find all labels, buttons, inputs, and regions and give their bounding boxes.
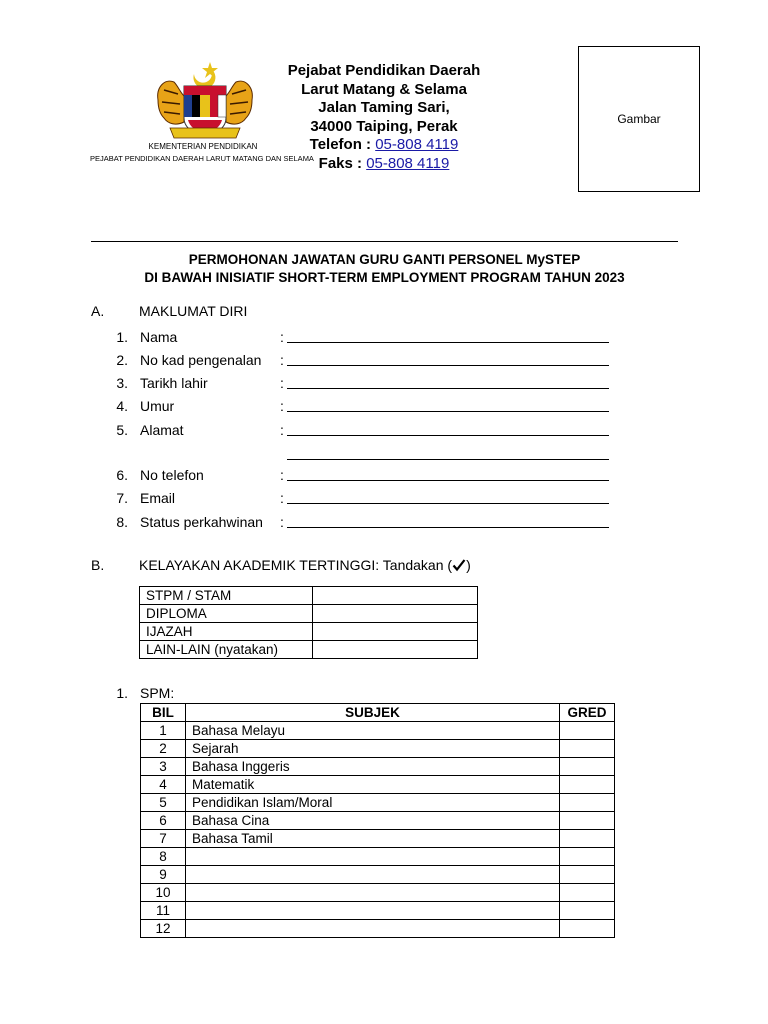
row-subjek: Pendidikan Islam/Moral [186,794,560,812]
field-nama[interactable] [115,329,615,349]
row-bil: 6 [141,812,186,830]
section-title: KELAYAKAN AKADEMIK TERTINGGI: Tandakan ( [139,557,453,573]
qualification-tick-cell[interactable] [313,605,478,623]
row-gred-cell[interactable] [560,758,615,776]
qualification-label: DIPLOMA [140,605,313,623]
table-row [141,722,615,740]
office-address-block [270,62,498,173]
row-bil: 7 [141,830,186,848]
field-alamat[interactable] [115,422,615,442]
field-tarikh-lahir[interactable] [115,375,615,395]
field-label: Nama [140,329,178,345]
office-line: 34000 Taiping, Perak [310,117,458,135]
row-subjek: Sejarah [186,740,560,758]
field-label: Umur [140,398,175,414]
row-bil: 12 [141,920,186,938]
row-bil: 1 [141,722,186,740]
fax-label: Faks : [318,154,363,172]
field-no-kad-pengenalan[interactable] [115,352,615,372]
checkmark-icon [452,558,466,572]
qualification-table [139,586,478,659]
table-row [140,605,478,623]
field-colon: : [280,514,284,530]
field-label: Tarikh lahir [140,375,208,391]
qualification-tick-cell[interactable] [313,587,478,605]
ministry-name: KEMENTERIAN PENDIDIKAN [148,142,258,151]
fax-row [270,155,498,174]
row-bil: 10 [141,884,186,902]
row-gred-cell[interactable] [560,848,615,866]
section-title-wrap [139,557,471,573]
phone-label: Telefon : [309,136,372,153]
fax-link[interactable]: 05-808 4119 [366,154,450,172]
field-status-perkahwinan[interactable] [115,514,615,534]
section-letter: B. [91,557,105,573]
qualification-tick-cell[interactable] [313,623,478,641]
row-bil: 5 [141,794,186,812]
field-input-line[interactable] [287,411,609,412]
phone-row [270,136,498,155]
table-row [141,848,615,866]
qualification-label: IJAZAH [140,623,313,641]
field-label: Alamat [140,422,184,438]
row-bil: 4 [141,776,186,794]
table-row [141,794,615,812]
spm-table [140,703,615,938]
office-line: Pejabat Pendidikan Daerah [287,62,481,79]
row-gred-cell[interactable] [560,866,615,884]
field-no-telefon[interactable] [115,467,615,487]
table-row [140,623,478,641]
field-email[interactable] [115,490,615,510]
field-label: No telefon [140,467,204,483]
row-subjek: Bahasa Tamil [186,830,560,848]
row-subjek-cell[interactable] [186,920,560,938]
table-row [141,776,615,794]
section-title-close: ) [466,557,471,573]
form-title-line-2: DI BAWAH INISIATIF SHORT-TERM EMPLOYMENT PROGRAM TAHUN 2023 [144,270,625,285]
field-colon: : [280,398,284,414]
table-row [141,902,615,920]
row-bil: 9 [141,866,186,884]
header-gred: GRED [560,704,615,722]
table-header-row [141,704,615,722]
row-subjek-cell[interactable] [186,902,560,920]
field-input-line[interactable] [287,435,609,436]
section-title: MAKLUMAT DIRI [139,303,248,319]
field-colon: : [280,329,284,345]
field-colon: : [280,422,284,438]
form-title [91,251,678,287]
spm-number: 1. [116,685,128,701]
field-label: No kad pengenalan [140,352,262,368]
spm-label: SPM: [140,685,175,701]
row-subjek: Bahasa Inggeris [186,758,560,776]
photo-label: Gambar [617,112,661,126]
row-subjek-cell[interactable] [186,884,560,902]
field-colon: : [280,490,284,506]
row-gred-cell[interactable] [560,830,615,848]
row-gred-cell[interactable] [560,740,615,758]
photo-box [578,46,700,192]
row-subjek: Bahasa Cina [186,812,560,830]
qualification-tick-cell[interactable] [313,641,478,659]
field-number: 6. [116,467,128,483]
field-number: 2. [116,352,128,368]
header-bil: BIL [141,704,186,722]
field-number: 1. [116,329,128,345]
row-gred-cell[interactable] [560,722,615,740]
field-number: 8. [116,514,128,530]
row-subjek-cell[interactable] [186,848,560,866]
phone-link[interactable]: 05-808 4119 [375,136,459,153]
row-gred-cell[interactable] [560,794,615,812]
office-line: Larut Matang & Selama [301,80,467,98]
field-number: 4. [116,398,128,414]
qualification-label: STPM / STAM [140,587,313,605]
field-label: Status perkahwinan [140,514,263,530]
row-gred-cell[interactable] [560,812,615,830]
table-row [141,866,615,884]
row-gred-cell[interactable] [560,920,615,938]
section-b-heading [91,557,591,577]
field-umur[interactable] [115,398,615,418]
spm-heading [115,685,615,705]
office-line: Jalan Taming Sari, [318,99,450,116]
table-row [141,812,615,830]
section-a-heading [91,303,591,323]
field-input-line[interactable] [287,365,609,366]
row-bil: 8 [141,848,186,866]
form-title-line-1: PERMOHONAN JAWATAN GURU GANTI PERSONEL MySTEP [188,252,581,267]
row-subjek-cell[interactable] [186,866,560,884]
field-input-line[interactable] [287,527,609,528]
field-input-line[interactable] [287,342,609,343]
row-bil: 2 [141,740,186,758]
header-subjek: SUBJEK [186,704,560,722]
row-gred-cell[interactable] [560,902,615,920]
field-number: 3. [116,375,128,391]
coat-of-arms-logo [150,60,260,142]
table-row [141,758,615,776]
field-number: 5. [116,422,128,438]
qualification-label: LAIN-LAIN (nyatakan) [140,641,313,659]
row-subjek: Matematik [186,776,560,794]
field-label: Email [140,490,176,506]
row-gred-cell[interactable] [560,776,615,794]
header-divider [91,241,678,242]
alamat-second-line[interactable] [287,459,609,460]
office-subtitle: PEJABAT PENDIDIKAN DAERAH LARUT MATANG DAN SELAMA [90,154,314,163]
section-letter: A. [91,303,105,319]
table-row [140,641,478,659]
table-row [141,920,615,938]
row-bil: 11 [141,902,186,920]
field-colon: : [280,352,284,368]
field-input-line[interactable] [287,480,609,481]
field-input-line[interactable] [287,388,609,389]
field-number: 7. [116,490,128,506]
table-row [141,740,615,758]
table-row [141,830,615,848]
row-bil: 3 [141,758,186,776]
field-colon: : [280,467,284,483]
table-row [140,587,478,605]
row-subjek: Bahasa Melayu [186,722,560,740]
row-gred-cell[interactable] [560,884,615,902]
field-input-line[interactable] [287,503,609,504]
field-colon: : [280,375,284,391]
table-row [141,884,615,902]
